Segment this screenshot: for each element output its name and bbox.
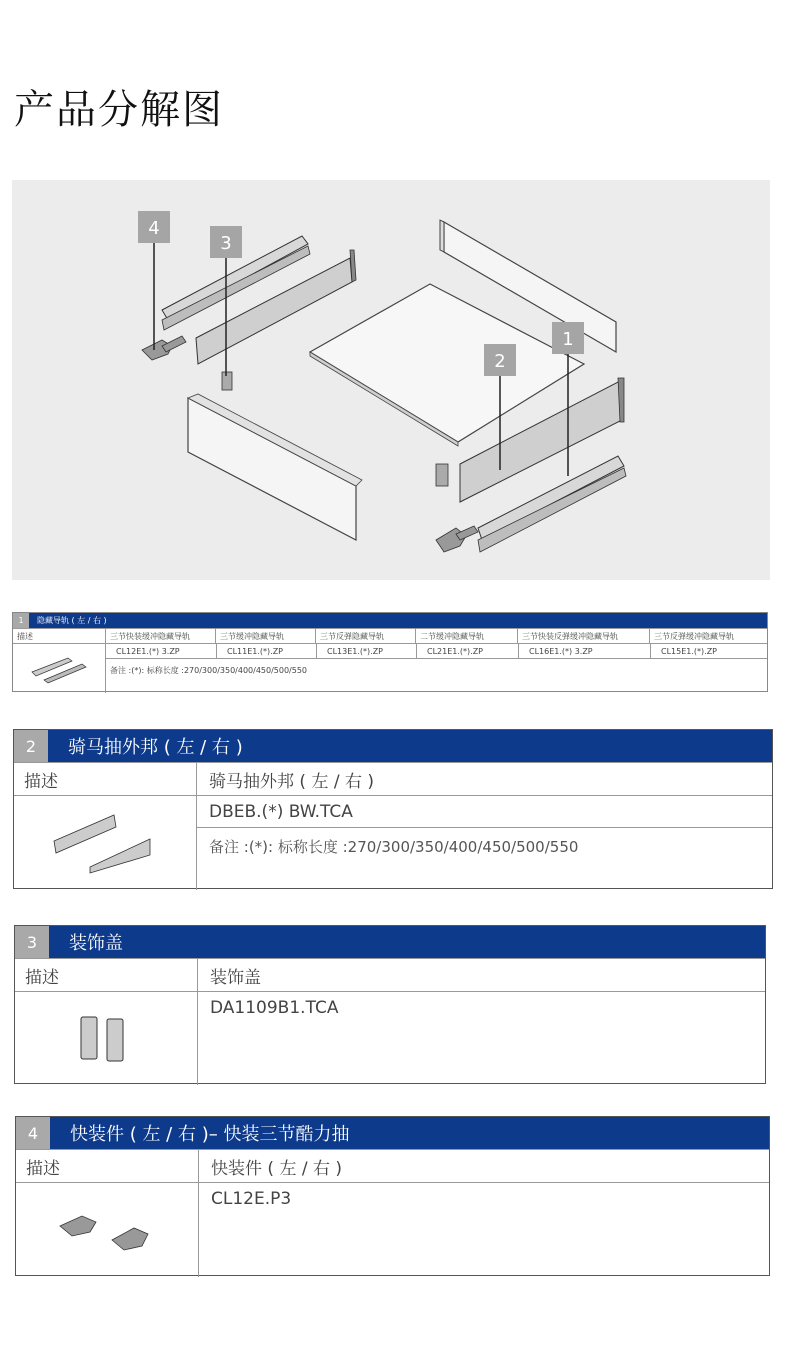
desc-label: 描述 <box>26 1158 60 1179</box>
cover-cap-thumbnail <box>15 992 197 1085</box>
side-panel-thumbnail <box>14 796 196 890</box>
table-row <box>16 1149 769 1182</box>
callout-2 <box>484 344 516 376</box>
table-row <box>15 958 765 991</box>
exploded-diagram <box>12 180 770 580</box>
product-code: CL13E1.(*).ZP <box>316 644 416 658</box>
desc-label: 描述 <box>24 771 58 792</box>
table-title: 装饰盖 <box>69 933 123 954</box>
callout-3 <box>210 226 242 258</box>
product-code: CL11E1.(*).ZP <box>216 644 316 658</box>
table-number: 4 <box>16 1117 50 1149</box>
product-code: DA1109B1.TCA <box>210 998 339 1018</box>
product-name: 二节缓冲隐藏导轨 <box>415 629 517 643</box>
table-header <box>13 613 767 628</box>
right-clip <box>436 526 478 552</box>
svg-text:2: 2 <box>494 351 506 372</box>
table-hidden-runner <box>12 612 768 692</box>
svg-text:1: 1 <box>562 329 574 350</box>
left-clip <box>142 336 186 360</box>
table-title: 隐藏导轨 ( 左 / 右 ) <box>37 616 107 625</box>
right-cover-cap <box>436 464 448 486</box>
quick-fix-thumbnail <box>16 1183 198 1277</box>
note: 备注 :(*): 标称长度 :270/300/350/400/450/500/550 <box>110 666 308 675</box>
svg-text:3: 3 <box>220 233 232 254</box>
desc-value: 骑马抽外邦 ( 左 / 右 ) <box>196 763 772 795</box>
runner-image <box>28 654 90 684</box>
product-name: 三节快装缓冲隐藏导轨 <box>105 629 215 643</box>
table-title: 骑马抽外邦 ( 左 / 右 ) <box>68 737 243 758</box>
desc-label: 描述 <box>25 967 59 988</box>
table-row <box>14 762 772 795</box>
cover-cap-image <box>71 1009 141 1069</box>
table-cover-cap <box>14 925 766 1084</box>
product-code: DBEB.(*) BW.TCA <box>197 796 772 828</box>
desc-value: 装饰盖 <box>197 959 765 991</box>
svg-text:4: 4 <box>148 218 160 239</box>
table-side-panel <box>13 729 773 889</box>
desc-value: 快装件 ( 左 / 右 ) <box>198 1150 769 1182</box>
product-code: CL16E1.(*) 3.ZP <box>518 644 650 658</box>
product-name: 三节反弹隐藏导轨 <box>315 629 415 643</box>
table-body <box>16 1182 769 1277</box>
product-name: 三节反弹缓冲隐藏导轨 <box>649 629 767 643</box>
table-number: 3 <box>15 926 49 958</box>
table-row <box>106 644 767 659</box>
note: 备注 :(*): 标称长度 :270/300/350/400/450/500/550 <box>209 838 579 856</box>
product-code: CL21E1.(*).ZP <box>416 644 518 658</box>
table-number: 1 <box>13 613 29 628</box>
product-name: 三节缓冲隐藏导轨 <box>215 629 315 643</box>
page-title: 产品分解图 <box>14 87 224 133</box>
product-code: CL12E1.(*) 3.ZP <box>116 646 180 656</box>
table-body <box>13 643 767 693</box>
side-panel-image <box>50 811 160 875</box>
quick-fix-image <box>52 1200 162 1260</box>
table-row <box>13 628 767 643</box>
table-title: 快装件 ( 左 / 右 )– 快装三节酷力抽 <box>70 1124 350 1145</box>
exploded-diagram-svg <box>12 180 770 580</box>
left-cover-cap <box>222 372 232 390</box>
callout-1 <box>552 322 584 354</box>
table-body <box>15 991 765 1085</box>
product-code: CL12E.P3 <box>211 1189 292 1209</box>
table-header <box>16 1117 769 1149</box>
runner-thumbnail <box>13 644 105 693</box>
table-number: 2 <box>14 730 48 762</box>
table-quick-fix <box>15 1116 770 1276</box>
desc-label: 描述 <box>17 631 33 641</box>
table-body <box>14 795 772 890</box>
product-name: 三节快装反弹缓冲隐藏导轨 <box>517 629 649 643</box>
product-code: CL15E1.(*).ZP <box>650 644 767 658</box>
callout-4 <box>138 211 170 243</box>
table-header <box>14 730 772 762</box>
table-header <box>15 926 765 958</box>
